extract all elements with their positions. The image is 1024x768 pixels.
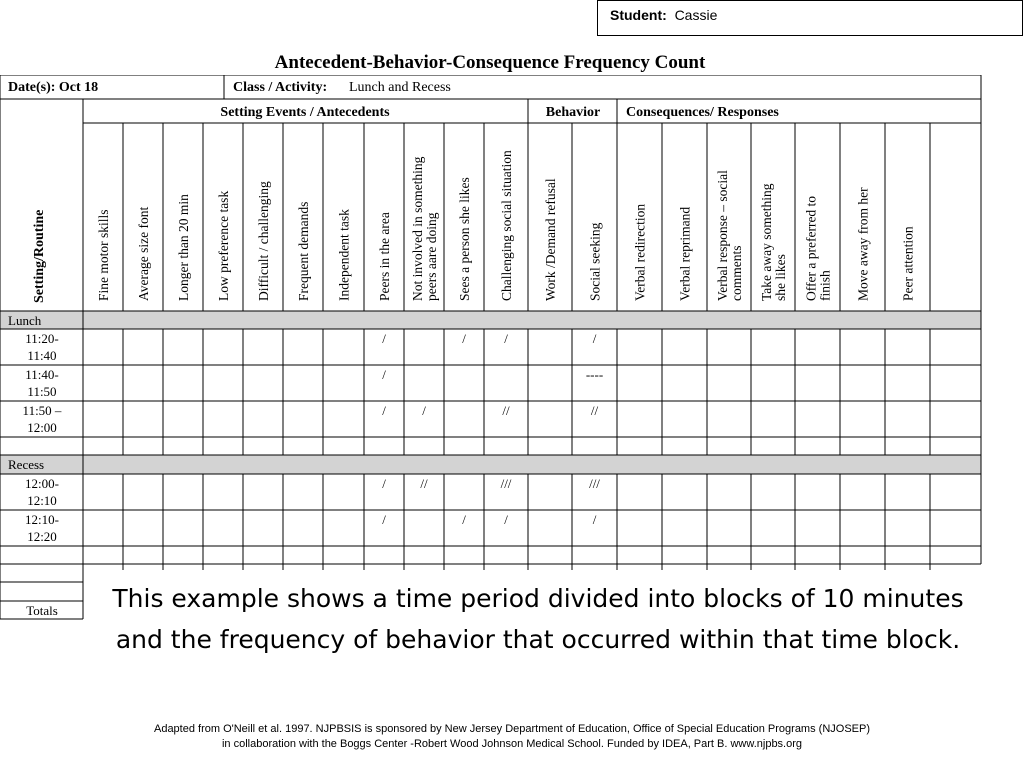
time-slot: 12:10- — [25, 512, 59, 527]
column-header: Not involved in something — [410, 156, 425, 301]
column-header: Sees a person she likes — [457, 177, 472, 301]
footer — [0, 722, 1024, 752]
student-name: Cassie — [674, 7, 718, 23]
tally-mark: / — [382, 331, 386, 346]
time-slot: 12:10 — [27, 493, 57, 508]
column-header: Take away something — [759, 183, 774, 301]
class-value: Lunch and Recess — [349, 80, 451, 95]
column-header: peers aare doing — [424, 212, 439, 301]
column-header: Low preference task — [216, 190, 231, 301]
page-title: Antecedent-Behavior-Consequence Frequency Count — [274, 52, 706, 73]
column-header: Verbal response – social — [715, 170, 730, 301]
time-slot: 11:50 – — [22, 403, 62, 418]
column-header: finish — [817, 270, 833, 301]
tally-mark: // — [590, 403, 599, 418]
section-bar-recess — [0, 455, 981, 474]
column-header: Challenging social situation — [499, 150, 514, 301]
column-header: Peer attention — [900, 226, 916, 301]
column-header: Difficult / challenging — [256, 181, 271, 301]
time-slot: 11:40 — [27, 348, 57, 363]
column-header: Average size font — [136, 206, 151, 301]
date-label: Date(s): Oct 18 — [8, 80, 99, 95]
tally-mark: / — [382, 512, 386, 527]
column-header: she likes — [773, 254, 788, 301]
tally-mark: /// — [500, 476, 512, 491]
tally-mark: / — [462, 512, 466, 527]
section-label-recess: Recess — [8, 457, 45, 472]
tally-mark: / — [382, 476, 386, 491]
tally-mark: / — [422, 403, 426, 418]
totals-label: Totals — [26, 603, 58, 618]
caption-text: This example shows a time period divided into blocks of 10 minutes and the frequency of behavior that occurred within that time block. — [100, 578, 976, 660]
column-header: Verbal redirection — [632, 203, 648, 301]
footer-line-1: Adapted from O'Neill et al. 1997. NJPBSIS is sponsored by New Jersey Department of Education, Office of Special Education Programs (NJOSEP) — [153, 723, 870, 735]
header-setting-events: Setting Events / Antecedents — [220, 105, 390, 120]
header-behavior: Behavior — [545, 105, 601, 120]
time-slot: 11:50 — [27, 384, 57, 399]
column-header: comments — [729, 245, 744, 301]
column-header: Peers in the area — [377, 212, 392, 301]
tally-mark: / — [504, 512, 508, 527]
time-slot: 11:40- — [25, 367, 59, 382]
header-setting-routine: Setting/Routine — [32, 209, 47, 303]
tally-mark: / — [504, 331, 508, 346]
tally-mark: / — [382, 403, 386, 418]
header-consequences: Consequences/ Responses — [626, 105, 779, 120]
tally-mark: / — [592, 331, 597, 346]
student-sep: : — [662, 7, 667, 23]
column-header: Fine motor skills — [96, 209, 111, 301]
table-grid — [0, 75, 1024, 635]
column-header: Independent task — [336, 209, 352, 301]
column-header: Longer than 20 min — [176, 194, 191, 301]
tally-mark: // — [502, 403, 510, 418]
time-slot: 12:00 — [27, 420, 57, 435]
column-header: Social seeking — [587, 222, 603, 301]
column-header: Frequent demands — [296, 201, 311, 301]
tally-mark: // — [420, 476, 428, 491]
column-header: Offer a preferred to — [803, 195, 819, 301]
student-label: Student — [610, 7, 663, 23]
class-label: Class / Activity: — [233, 80, 328, 95]
tally-mark: / — [592, 512, 597, 527]
column-header: Move away from her — [855, 187, 871, 301]
time-slot: 12:20 — [27, 529, 57, 544]
column-header: Work /Demand refusal — [543, 178, 558, 301]
tally-mark: ---- — [585, 367, 604, 382]
tally-mark: /// — [589, 476, 600, 491]
tally-mark: / — [382, 367, 386, 382]
abc-frequency-table — [0, 75, 1024, 640]
section-label-lunch: Lunch — [8, 313, 42, 328]
student-box — [597, 0, 1023, 36]
time-slot: 12:00- — [25, 476, 59, 491]
footer-line-2: in collaboration with the Boggs Center -Robert Wood Johnson Medical School. Funded by IDEA, Part B. www.njpbs.org — [221, 738, 803, 750]
time-slot: 11:20- — [25, 331, 59, 346]
section-bar-lunch — [0, 311, 981, 329]
column-header: Verbal reprimand — [677, 206, 693, 301]
tally-mark: / — [462, 331, 466, 346]
